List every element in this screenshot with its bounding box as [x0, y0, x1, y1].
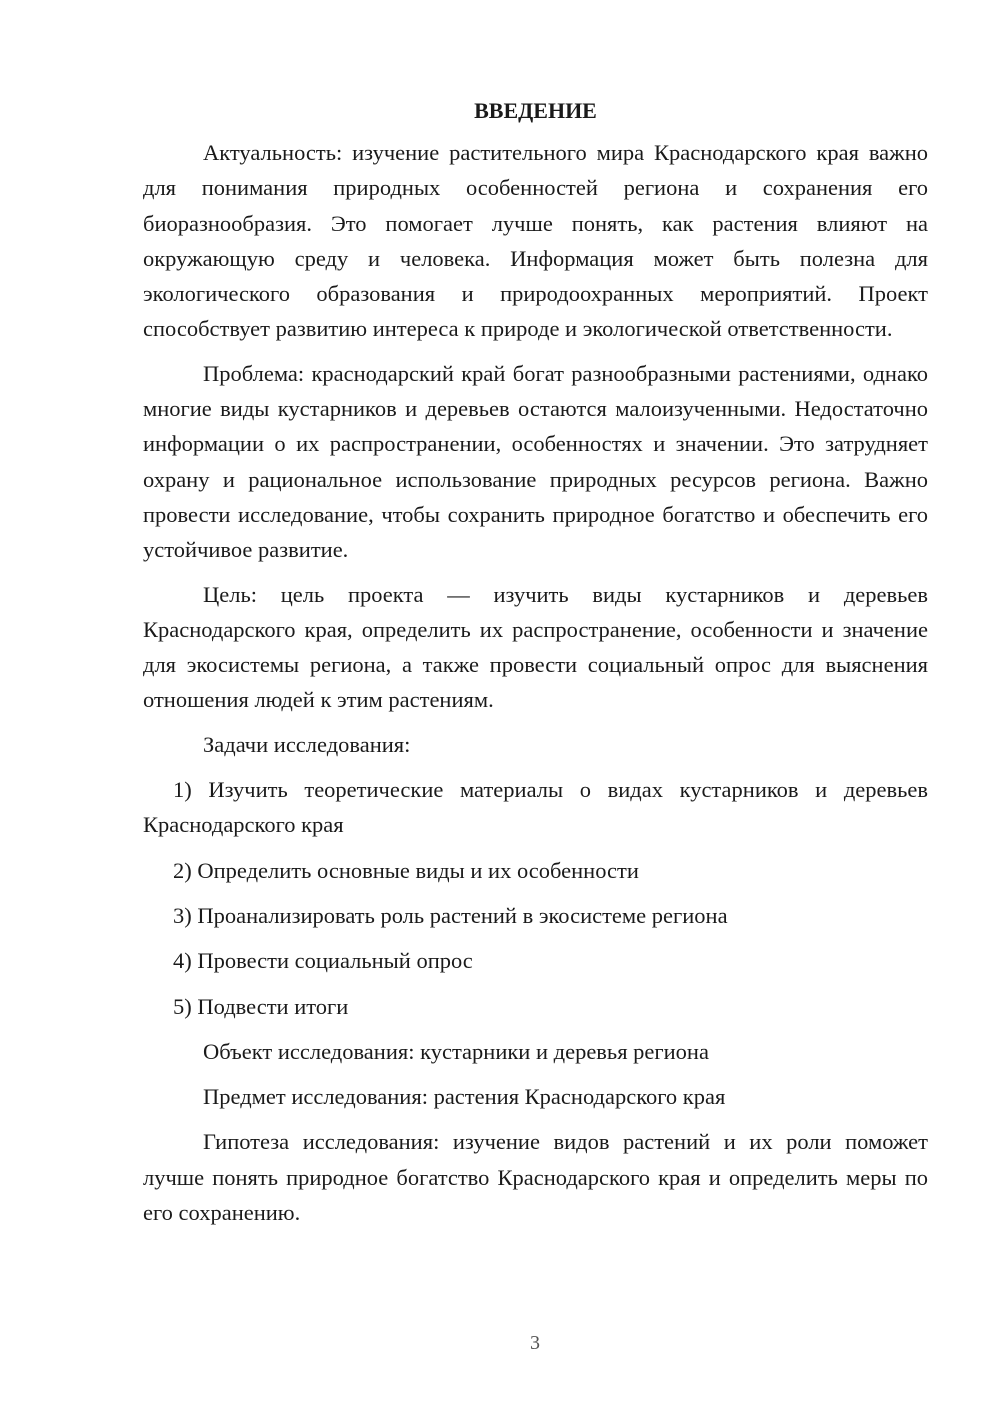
task-item-1: 1) Изучить теоретические материалы о видах кустарников и деревьев Краснодарского края — [143, 777, 928, 838]
task-item-4: 4) Провести социальный опрос — [173, 948, 473, 974]
task-item-3: 3) Проанализировать роль растений в экосистеме региона — [173, 902, 728, 928]
page-content — [143, 96, 928, 1239]
tasks-heading: Задачи исследования: — [203, 731, 411, 757]
hypothesis-paragraph: Гипотеза исследования: изучение видов растений и их роли поможет лучше понять природное богатство Краснодарского края и определить меры по его сохранению. — [143, 1129, 928, 1226]
research-object: Объект исследования: кустарники и деревья региона — [203, 1038, 709, 1064]
page-number: 3 — [530, 1332, 540, 1354]
task-item-2: 2) Определить основные виды и их особенности — [173, 857, 639, 883]
problem-paragraph: Проблема: краснодарский край богат разнообразными растениями, однако многие виды кустарников и деревьев остаются малоизученными. Недостаточно информации о их распространении, особенностях и значении. Это затрудняет охрану и рациональное использование природных ресурсов региона. Важно провести исследование, чтобы сохранить природное богатство и обеспечить его устойчивое развитие. — [143, 360, 928, 563]
task-item-5: 5) Подвести итоги — [173, 993, 349, 1019]
page-title: ВВЕДЕНИЕ — [474, 98, 597, 123]
research-subject: Предмет исследования: растения Краснодарского края — [203, 1084, 726, 1110]
goal-paragraph: Цель: цель проекта — изучить виды кустарников и деревьев Краснодарского края, определить их распространение, особенности и значение для экосистемы региона, а также провести социальный опрос для выяснения отношения людей к этим растениям. — [143, 581, 928, 713]
relevance-paragraph: Актуальность: изучение растительного мира Краснодарского края важно для понимания природных особенностей региона и сохранения его биоразнообразия. Это помогает лучше понять, как растения влияют на окружающую среду и человека. Информация может быть полезна для экологического образования и природоохранных мероприятий. Проект способствует развитию интереса к природе и экологической ответственности. — [143, 140, 928, 342]
